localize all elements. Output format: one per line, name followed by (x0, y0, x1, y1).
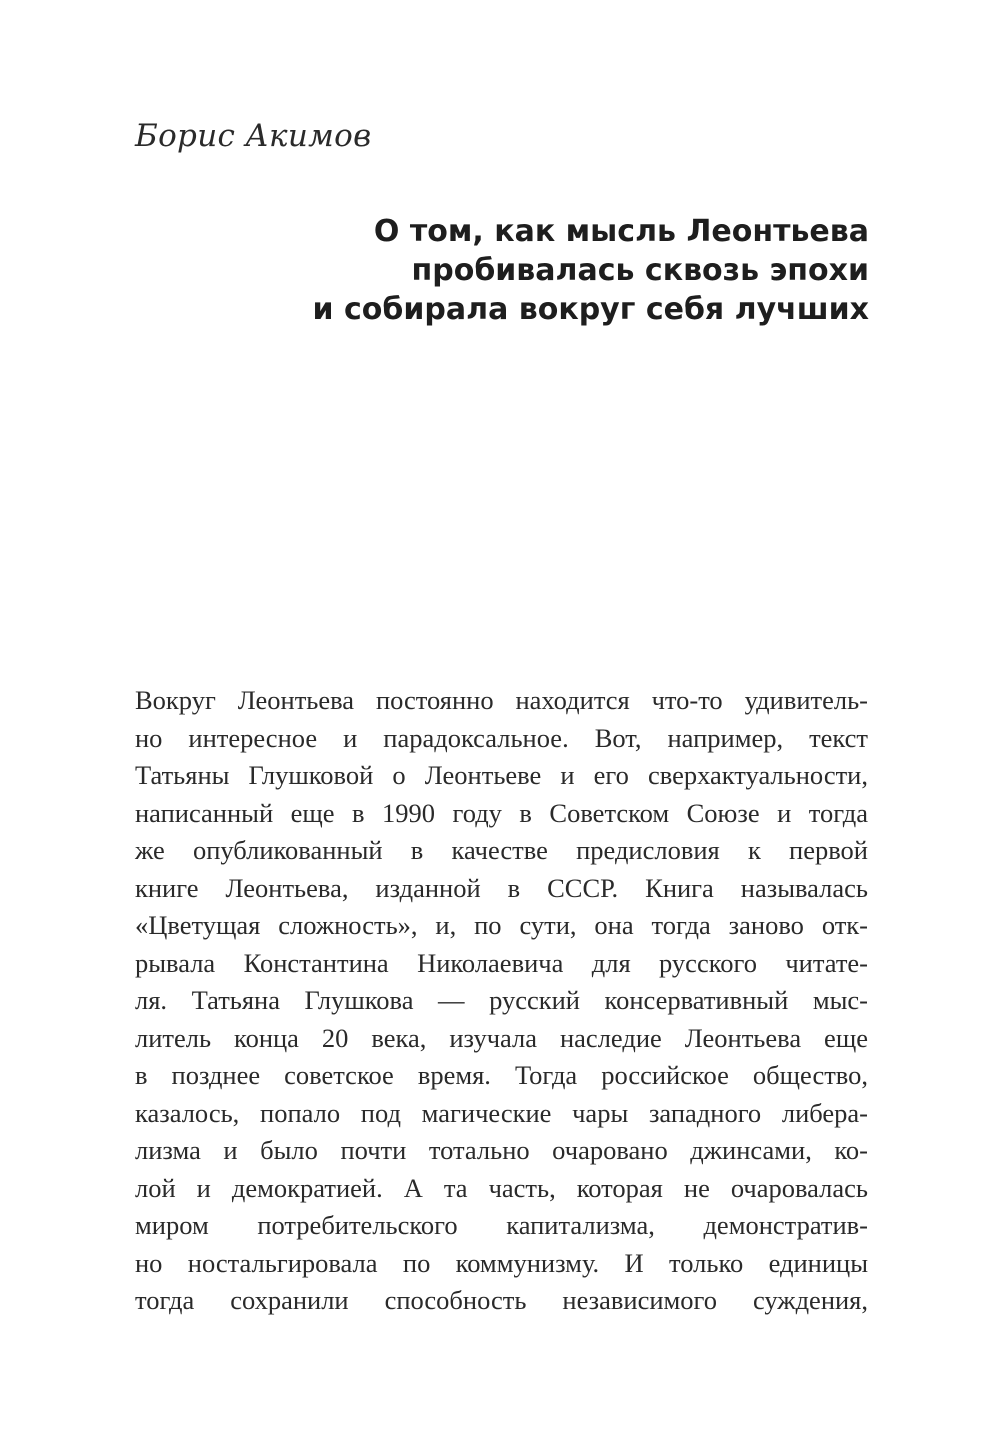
chapter-title-line: и собирала вокруг себя лучших (312, 292, 869, 327)
body-line: книге Леонтьева, изданной в СССР. Книга называлась (135, 872, 868, 903)
body-line: лизма и было почти тотально очаровано джинсами, ко- (135, 1135, 868, 1165)
body-line: миром потребительского капитализма, демонстратив- (135, 1210, 868, 1240)
body-line: тогда сохранили способность независимого суждения, (135, 1285, 868, 1315)
chapter-title-line: пробивалась сквозь эпохи (411, 253, 869, 288)
body-line: рывала Константина Николаевича для русского читате- (135, 947, 868, 978)
body-line: написанный еще в 1990 году в Советском Союзе и тогда (135, 797, 868, 828)
body-line: казалось, попало под магические чары западного либера- (135, 1097, 868, 1128)
body-line: в позднее советское время. Тогда российское общество, (135, 1060, 868, 1090)
body-line: лой и демократией. А та часть, которая не очаровалась (135, 1172, 868, 1203)
body-line: но интересное и парадоксальное. Вот, например, текст (135, 722, 868, 753)
body-line: Татьяны Глушковой о Леонтьеве и его сверхактуальности, (135, 760, 868, 790)
body-paragraph (135, 682, 868, 1320)
chapter-title-line: О том, как мысль Леонтьева (373, 214, 869, 249)
body-line: литель конца 20 века, изучала наследие Леонтьева еще (135, 1022, 868, 1053)
body-line: же опубликованный в качестве предисловия к первой (135, 835, 868, 865)
body-line: «Цветущая сложность», и, по сути, она тогда заново отк- (135, 910, 868, 940)
body-line: ля. Татьяна Глушкова — русский консервативный мыс- (135, 985, 868, 1015)
body-line: но ностальгировала по коммунизму. И только единицы (135, 1247, 868, 1278)
chapter-title (229, 212, 869, 329)
author-name: Борис Акимов (135, 118, 372, 154)
body-line: Вокруг Леонтьева постоянно находится что-то удивитель- (135, 685, 868, 715)
